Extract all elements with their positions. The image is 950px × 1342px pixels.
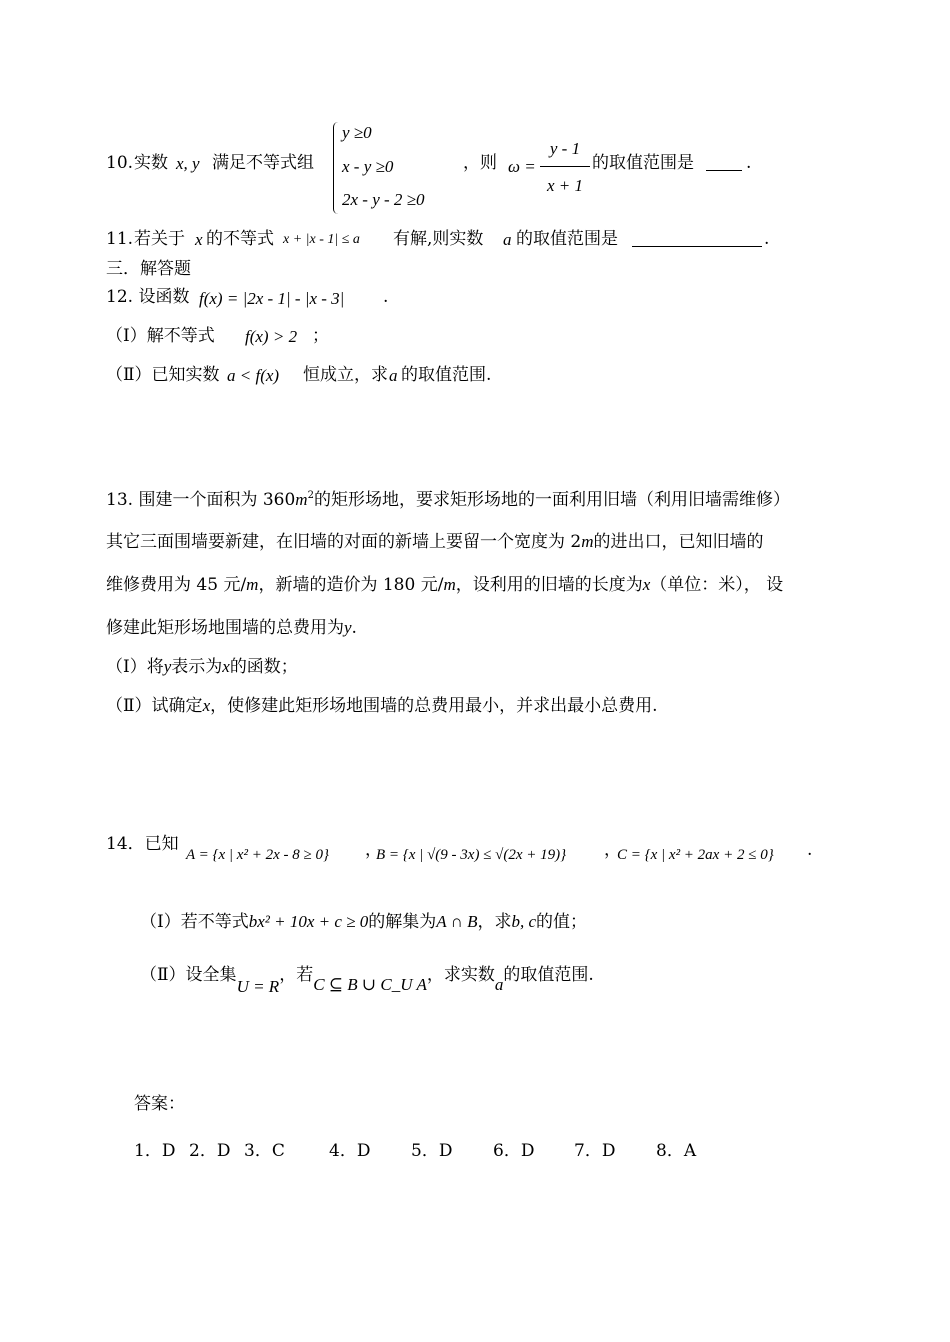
- q13-line-4b: .: [351, 618, 357, 638]
- q10-answer-blank: [706, 155, 742, 171]
- answer-6: 6．D: [493, 1141, 535, 1161]
- q13-line-4a: 修建此矩形场地围墙的总费用为: [106, 618, 344, 638]
- q13-part2-x: x: [202, 696, 211, 715]
- answer-3: 3．C: [244, 1141, 285, 1161]
- q13-part-1: [106, 658, 298, 676]
- q14-part2-c: ，求实数: [426, 965, 495, 985]
- q13-unit-m: m: [295, 490, 308, 509]
- q13-part2-a: （Ⅱ）试确定: [106, 696, 203, 716]
- answer-8: 8．A: [656, 1141, 697, 1161]
- q13-part-2: [106, 697, 658, 715]
- answer-7: 7．D: [574, 1141, 616, 1161]
- q13-part1-a: （Ⅰ）将: [106, 657, 164, 677]
- q14-set-c: C = {x | x² + 2ax + 2 ≤ 0}: [617, 847, 774, 863]
- q14-part1-c: ，求: [477, 912, 512, 932]
- q11-answer-blank: [632, 231, 762, 247]
- q14-sep-1: ，: [365, 840, 382, 860]
- q10-system-line-2: x - y ≥0: [342, 157, 394, 176]
- q10-fraction-bar: [540, 166, 590, 167]
- q14-part1-set: A ∩ B: [436, 912, 478, 931]
- q10-text: 满足不等式组: [212, 153, 314, 173]
- q13-line-1b: 的矩形场地，要求矩形场地的一面利用旧墙（利用旧墙需维修）: [313, 490, 790, 510]
- q13-line-3d: （单位：米）， 设: [650, 575, 784, 595]
- q14-part-2: [140, 965, 594, 996]
- q13-line-2b: 的进出口，已知旧墙的: [593, 532, 764, 552]
- answer-2: 2．D: [189, 1141, 231, 1161]
- answers-title: 答案：: [134, 1094, 185, 1114]
- answer-4: 4．D: [329, 1141, 371, 1161]
- q10-number: 10.: [106, 153, 134, 173]
- q11-text-1: 若关于: [134, 229, 185, 249]
- q11-text-2: 的不等式: [206, 229, 274, 249]
- q12-function: f(x) = |2x - 1| - |x - 3|: [199, 289, 345, 308]
- q12-part1-label: （Ⅰ）解不等式: [106, 326, 215, 346]
- q13-line-1a: 13. 围建一个面积为 360: [106, 490, 296, 510]
- q13-part1-b: 表示为: [171, 657, 223, 677]
- q10-system-line-3: 2x - y - 2 ≥0: [342, 190, 425, 209]
- q14-part2-relation: C ⊆ B ∪ C_U A: [313, 975, 427, 994]
- q12-part2-text: 恒成立，求: [303, 365, 388, 385]
- q12-part2-a: a: [389, 366, 398, 385]
- q11-var-a: a: [503, 230, 512, 249]
- q13-var-y: y: [344, 618, 352, 637]
- section-heading: 三．解答题: [106, 259, 191, 279]
- q14-part2-b: ，若: [279, 965, 314, 985]
- q12-part1-end: ；: [312, 326, 329, 346]
- q13-line-3: [106, 576, 783, 594]
- q12-part1-expr: f(x) > 2: [245, 327, 298, 346]
- q13-line-3c: ，设利用的旧墙的长度为: [455, 575, 643, 595]
- q14-part2-a-var: a: [494, 975, 504, 994]
- q12-head: 12. 设函数: [106, 287, 190, 307]
- q14-part-1: [140, 913, 587, 931]
- q11-number: 11.: [106, 229, 134, 249]
- q14-head: 14．已知: [106, 834, 179, 854]
- q13-var-x: x: [642, 575, 651, 594]
- q11-text-4: 的取值范围是: [516, 229, 618, 249]
- q10-lead: 实数: [134, 153, 168, 173]
- q12-part2-end: 的取值范围.: [401, 365, 492, 385]
- q14-part1-vars: b, c: [511, 912, 537, 931]
- answer-1: 1．D: [134, 1141, 176, 1161]
- q14-part2-a: （Ⅱ）设全集: [140, 965, 237, 985]
- q13-unit-m2: m: [581, 532, 594, 551]
- q12-end: .: [383, 287, 389, 307]
- q13-line-3b: ，新墙的造价为 180 元/: [258, 575, 444, 595]
- q13-line-4: [106, 619, 357, 637]
- q11-var-x: x: [195, 230, 203, 249]
- q13-part1-x: x: [222, 657, 230, 676]
- q14-part1-expr: bx² + 10x + c ≥ 0: [248, 912, 369, 931]
- q14-end: .: [807, 840, 813, 860]
- q10-tail: 的取值范围是: [592, 153, 694, 173]
- q14-part1-b: 的解集为: [368, 912, 437, 932]
- q13-line-2a: 其它三面围墙要新建，在旧墙的对面的新墙上要留一个宽度为 2: [106, 532, 582, 552]
- q14-part2-d: 的取值范围.: [503, 965, 594, 985]
- q10-fraction-numerator: y - 1: [549, 139, 581, 158]
- q13-unit-sup: 2: [307, 490, 314, 501]
- q14-part1-a: （Ⅰ）若不等式: [140, 912, 249, 932]
- q14-part1-d: 的值；: [536, 912, 588, 932]
- answer-5: 5．D: [411, 1141, 453, 1161]
- q13-part2-b: ，使修建此矩形场地围墙的总费用最小，并求出最小总费用.: [210, 696, 658, 716]
- q13-part1-c: 的函数；: [229, 657, 298, 677]
- q10-system-brace: [333, 122, 338, 214]
- q10-comma: ，则: [463, 153, 497, 173]
- q11-inequality: x + |x - 1| ≤ a: [283, 232, 360, 247]
- q10-end: .: [746, 153, 752, 173]
- q13-line-2: [106, 533, 764, 551]
- q10-omega: ω =: [508, 157, 536, 176]
- q11-end: .: [764, 229, 770, 249]
- q14-sep-2: ，: [604, 840, 621, 860]
- q10-fraction-denominator: x + 1: [546, 176, 584, 195]
- q13-line-1: [106, 491, 790, 509]
- q13-part1-y: y: [163, 657, 172, 676]
- q12-part2-label: （Ⅱ）已知实数: [106, 365, 220, 385]
- q14-set-a: A = {x | x² + 2x - 8 ≥ 0}: [186, 847, 329, 863]
- q12-part2-expr: a < f(x): [227, 366, 280, 385]
- q10-vars: x, y: [176, 154, 200, 173]
- q10-system-line-1: y ≥0: [342, 123, 372, 142]
- q14-part2-universe: U = R: [236, 977, 280, 996]
- q13-line-3a: 维修费用为 45 元/: [106, 575, 247, 595]
- q14-set-b: B = {x | √(9 - 3x) ≤ √(2x + 19)}: [376, 847, 567, 863]
- q13-unit-m4: m: [443, 575, 456, 594]
- q11-text-3: 有解,则实数: [393, 229, 484, 249]
- q13-unit-m3: m: [246, 575, 259, 594]
